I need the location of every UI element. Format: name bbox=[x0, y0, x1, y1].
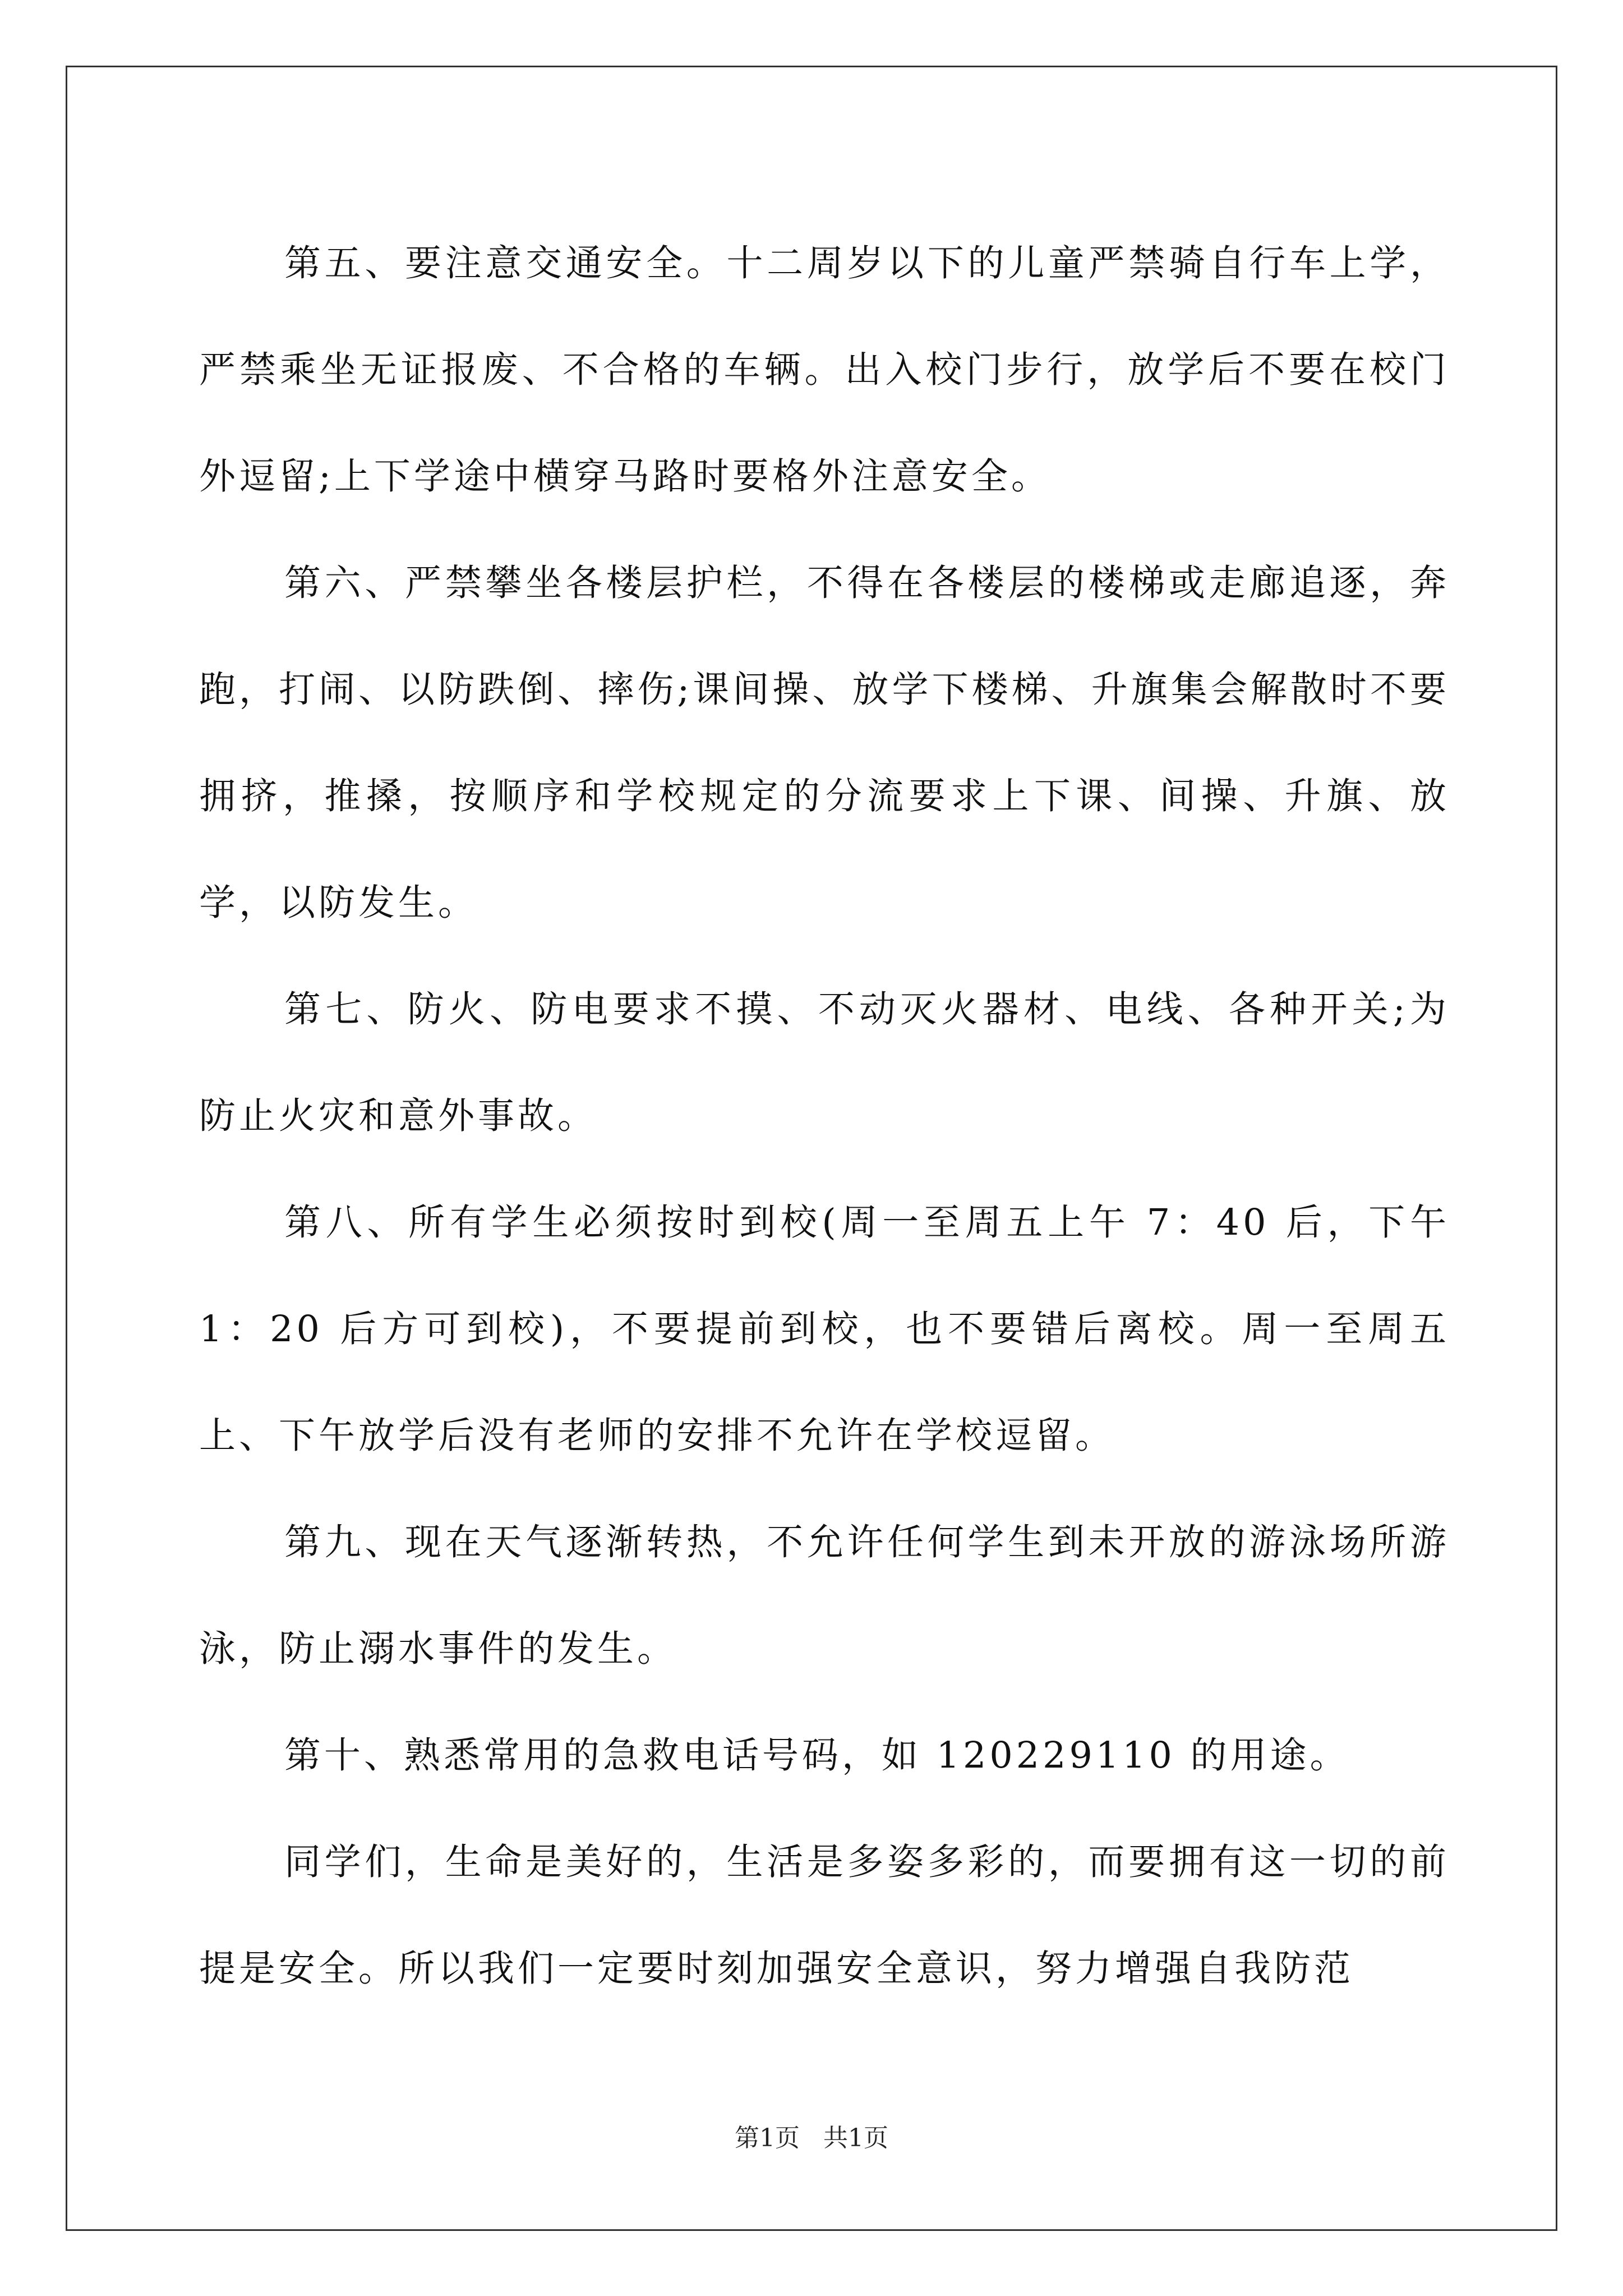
paragraph-10: 第十、熟悉常用的急救电话号码，如 120229110 的用途。 bbox=[284, 1734, 1350, 1777]
document-body bbox=[199, 210, 1450, 2022]
page-footer bbox=[0, 2118, 1623, 2154]
paragraph-6: 第六、严禁攀坐各楼层护栏，不得在各楼层的楼梯或走廊追逐，奔跑，打闹、以防跌倒、摔伤;课间操、放学下楼梯、升旗集会解散时不要拥挤，推搡，按顺序和学校规定的分流要求上下课、间操、升旗、放学，以防发生。 bbox=[199, 562, 1450, 924]
paragraph-9: 第九、现在天气逐渐转热，不允许任何学生到未开放的游泳场所游泳，防止溺水事件的发生。 bbox=[199, 1521, 1450, 1670]
paragraph-8: 第八、所有学生必须按时到校(周一至周五上午 7：40 后，下午 1：20 后方可到校)，不要提前到校，也不要错后离校。周一至周五上、下午放学后没有老师的安排不允许在学校逗留。 bbox=[199, 1202, 1450, 1457]
paragraph-closing: 同学们，生命是美好的，生活是多姿多彩的，而要拥有这一切的前提是安全。所以我们一定要时刻加强安全意识，努力增强自我防范 bbox=[199, 1841, 1450, 1990]
paragraph-7: 第七、防火、防电要求不摸、不动灭火器材、电线、各种开关;为防止火灾和意外事故。 bbox=[199, 988, 1450, 1137]
page-number: 第1页 bbox=[735, 2124, 800, 2152]
page-total: 共1页 bbox=[823, 2124, 888, 2152]
paragraph-5: 第五、要注意交通安全。十二周岁以下的儿童严禁骑自行车上学，严禁乘坐无证报废、不合格的车辆。出入校门步行，放学后不要在校门外逗留;上下学途中横穿马路时要格外注意安全。 bbox=[199, 242, 1450, 498]
